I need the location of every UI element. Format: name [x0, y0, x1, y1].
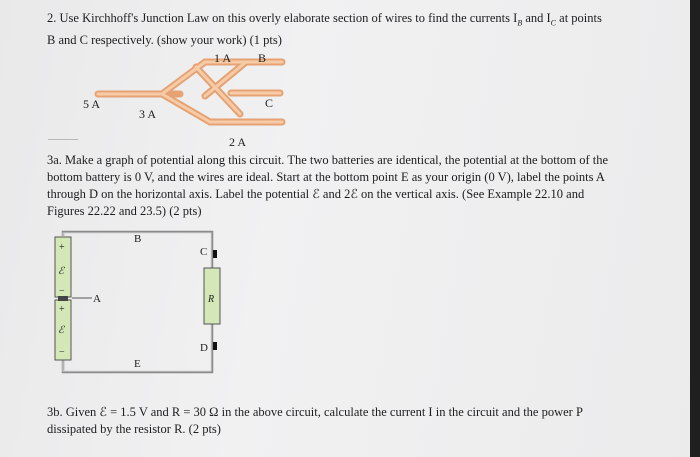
battery-top-minus: − [59, 286, 65, 297]
resistor-label: R [208, 294, 215, 305]
question-3a-line-1: 3a. Make a graph of potential along this circuit. The two batteries are identical, the potential at the bottom of the [47, 153, 609, 167]
point-a-label: A [93, 293, 101, 305]
question-3a-line-2: bottom battery is 0 V, and the wires are ideal. Start at the bottom point E as your origin (0 V), label the points A [47, 170, 605, 184]
battery-bottom-emf: ℰ [58, 325, 65, 336]
label-3a: 3 A [139, 107, 157, 121]
question-2-line-1: 2. Use Kirchhoff's Junction Law on this overly elaborate section of wires to find the currents $I_B$ and $I_C$ at points [47, 11, 602, 28]
question-3b-line-1: 3b. Given ℰ = 1.5 V and R = 30 Ω in the above circuit, calculate the current I in the circuit and the power P [47, 405, 583, 419]
point-e-label: E [134, 358, 141, 370]
question-3a-line-4: Figures 22.22 and 23.5) (2 pts) [47, 204, 202, 218]
question-3b [47, 404, 583, 438]
battery-bottom-plus: + [59, 304, 65, 315]
point-b-label: B [134, 233, 142, 245]
point-c-label: C [200, 246, 208, 258]
question-3b-line-2: dissipated by the resistor R. (2 pts) [47, 422, 221, 436]
label-b: B [258, 51, 267, 65]
battery-bottom-minus: − [59, 347, 65, 358]
battery-top-plus: + [59, 242, 65, 253]
point-d-label: D [200, 342, 208, 354]
dark-edge [690, 0, 700, 457]
question-2-line-2: B and C respectively. (show your work) (1 pts) [47, 32, 282, 47]
label-c: C [265, 96, 274, 110]
battery-top-emf: ℰ [58, 266, 65, 277]
label-5a: 5 A [83, 97, 101, 111]
question-3a-line-3: through D on the horizontal axis. Label the potential ℰ and 2ℰ on the vertical axis. (See Example 22.10 and [47, 187, 585, 201]
label-1a: 1 A [214, 51, 232, 65]
label-2a: 2 A [229, 135, 247, 149]
